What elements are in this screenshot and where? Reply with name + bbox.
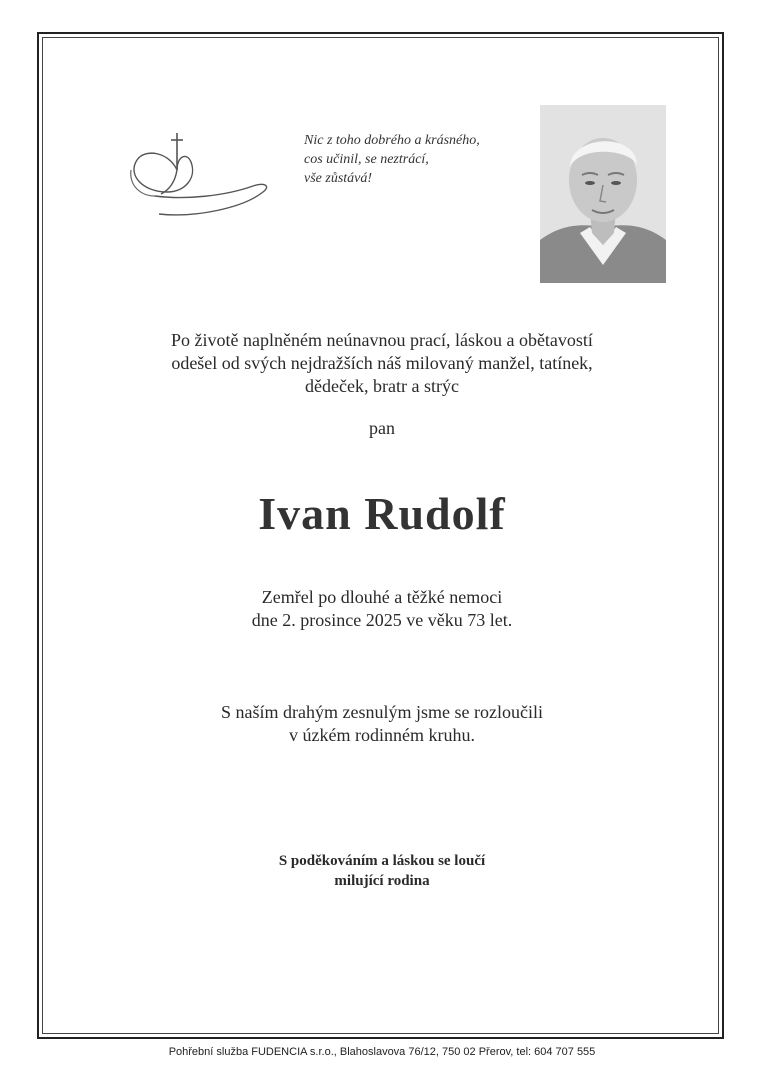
death-line: dne 2. prosince 2025 ve věku 73 let. [251,610,513,630]
motto-line: cos učinil, se neztrácí, [304,152,429,167]
motto-line: vše zůstává! [304,171,373,186]
motto-line: Nic z toho dobrého a krásného, [304,133,480,148]
heart-cross-icon [125,130,275,225]
intro-line: dědeček, bratr a strýc [305,376,459,396]
motto-quote [304,131,524,188]
footer-funeral-service: Pohřební služba FUDENCIA s.r.o., Blahoslavova 76/12, 750 02 Přerov, tel: 604 707 555 [168,1046,596,1058]
signature-line: milující rodina [334,873,430,889]
death-notice [0,586,764,632]
intro-line: Po životě naplněném neúnavnou prací, láskou a obětavostí [171,330,593,350]
deceased-name: Ivan Rudolf [258,488,506,539]
farewell-line: v úzkém rodinném kruhu. [289,725,475,745]
portrait-photo [540,105,666,283]
farewell-line: S naším drahým zesnulým jsme se rozloučili [221,702,543,722]
farewell-text [0,701,764,747]
intro-text [0,329,764,398]
signature [0,851,764,891]
signature-line: S poděkováním a láskou se loučí [278,853,486,869]
death-line: Zemřel po dlouhé a těžké nemoci [261,587,503,607]
title-word: pan [369,418,395,438]
intro-line: odešel od svých nejdražších náš milovaný manžel, tatínek, [171,353,593,373]
